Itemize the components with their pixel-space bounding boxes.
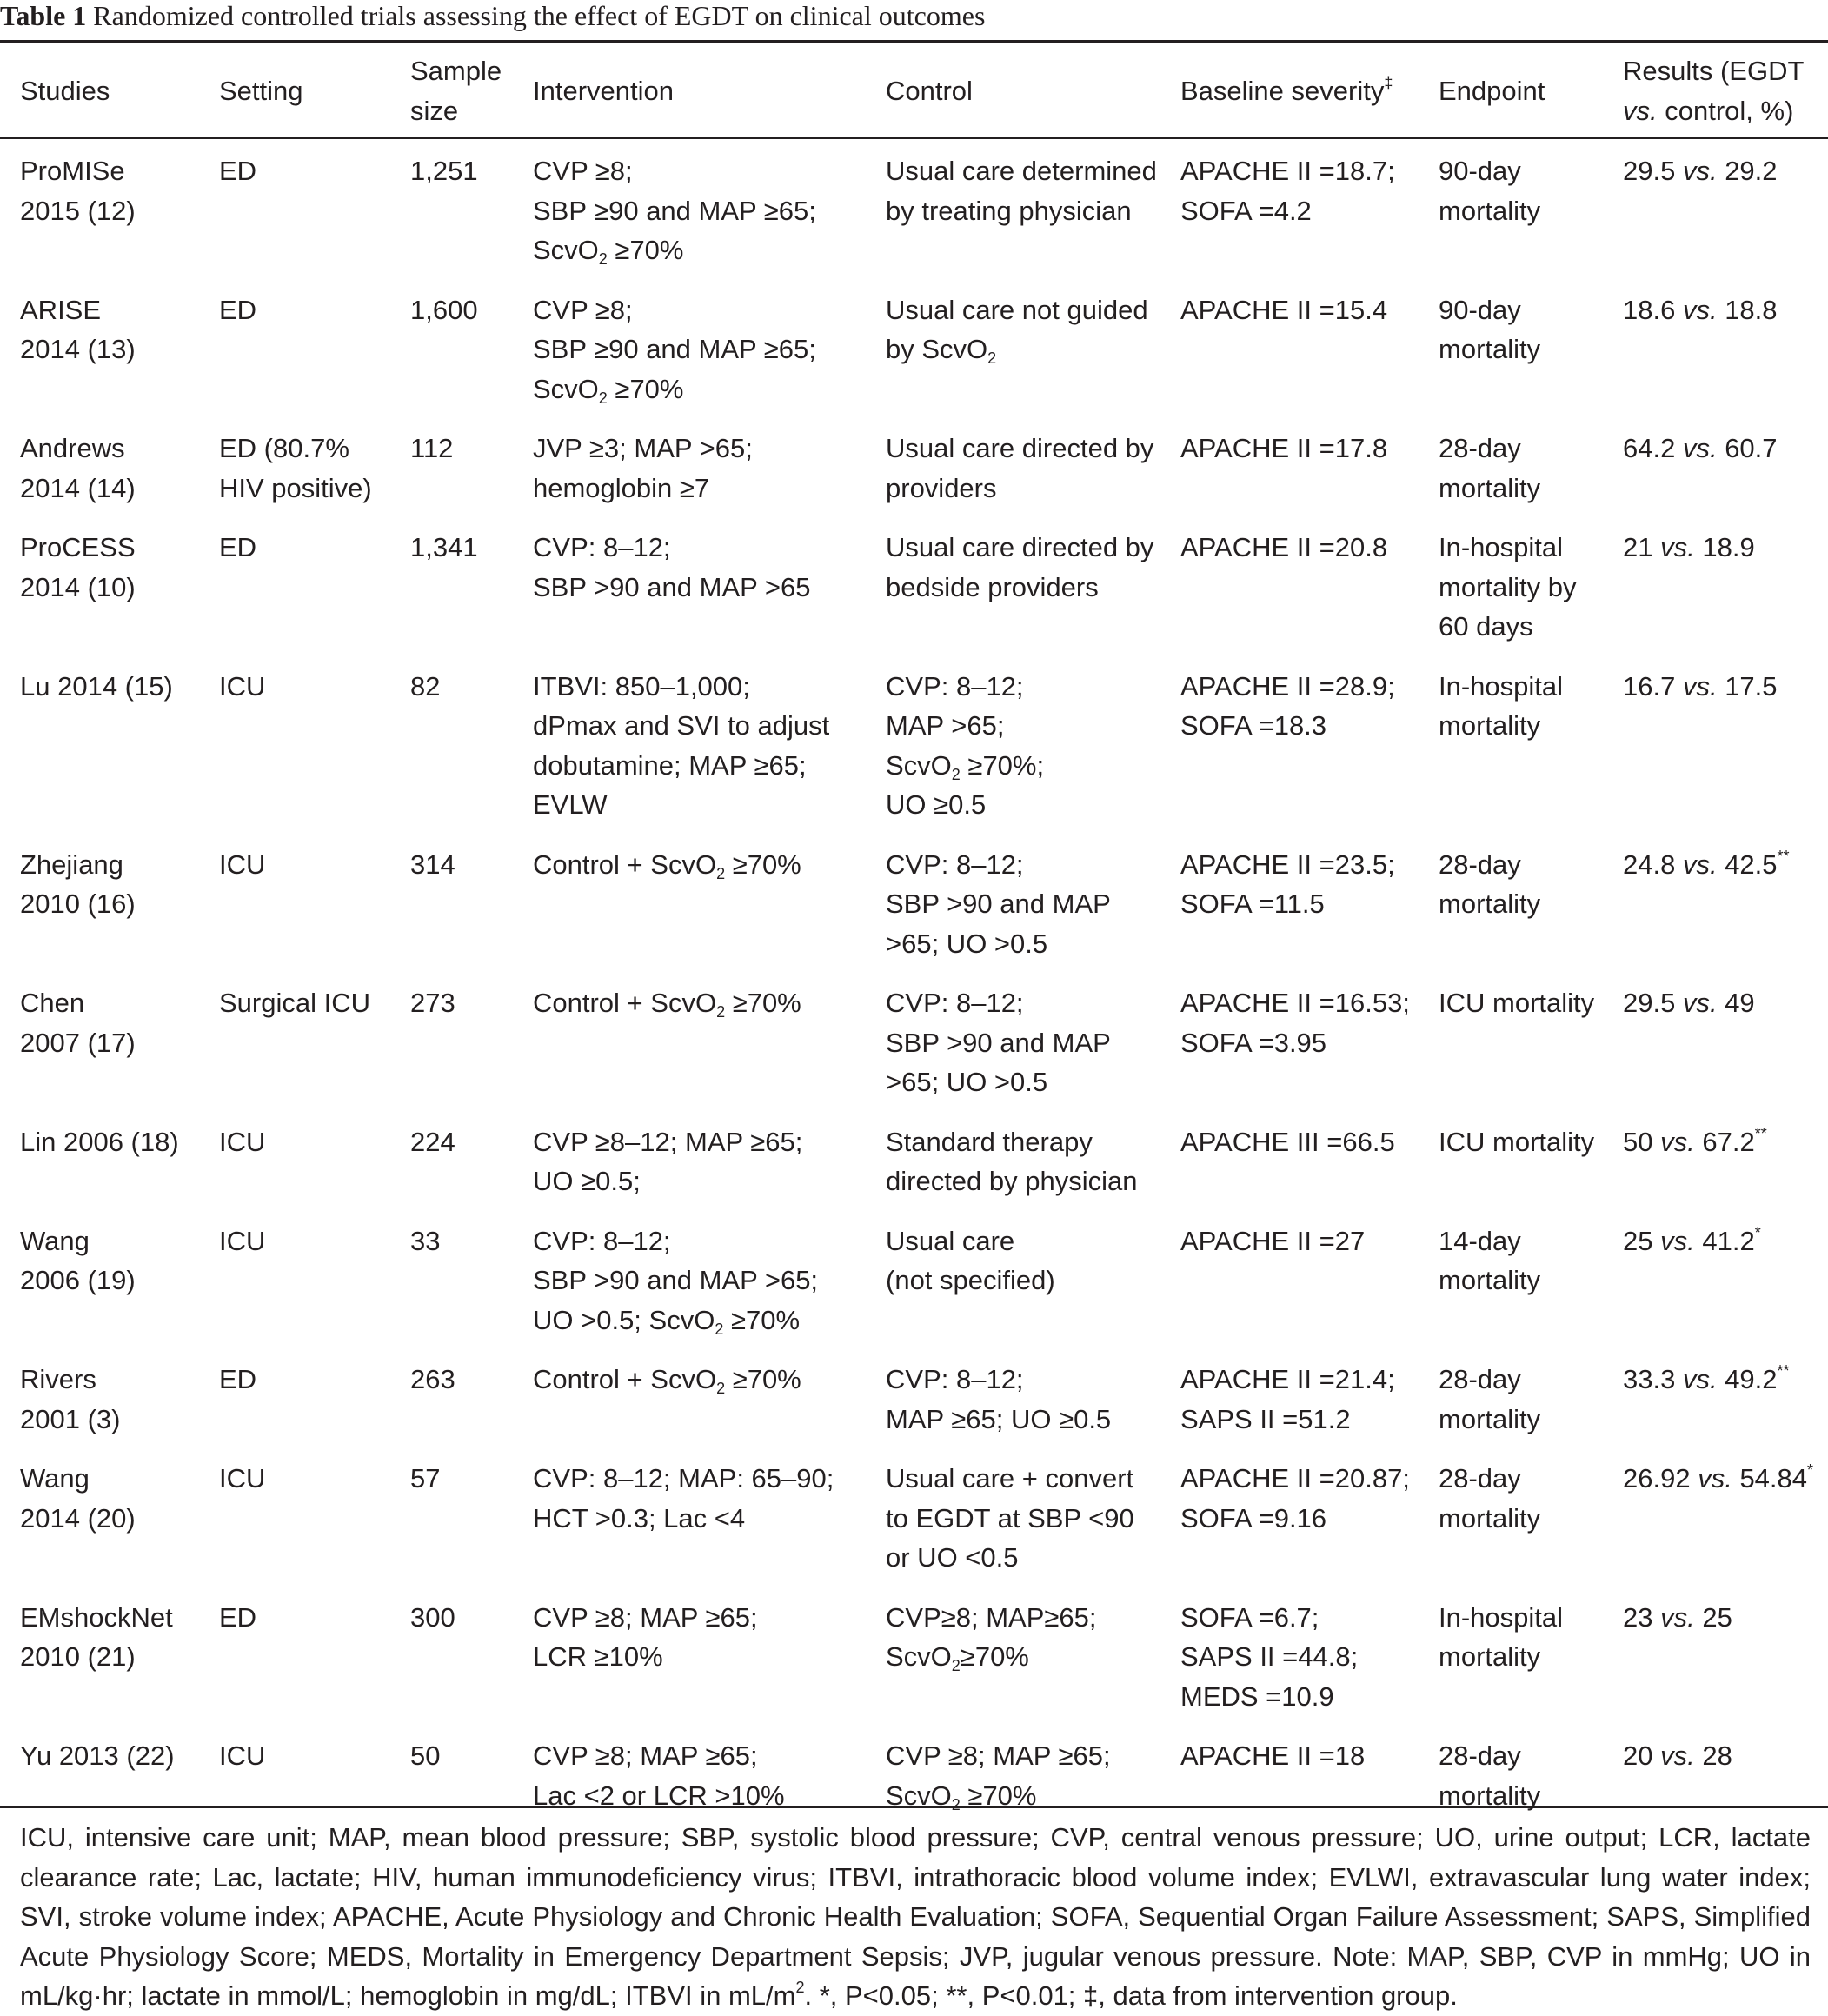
table-row: [0, 1108, 1828, 1208]
cell-setting: ED: [219, 294, 257, 325]
cell-control: Usual care determined by treating physician: [886, 156, 1157, 226]
cell-n: 82: [410, 670, 441, 702]
cell-n: 33: [410, 1225, 441, 1256]
cell-endpoint: 90-day mortality: [1439, 294, 1541, 364]
cell-endpoint: 28-day mortality: [1439, 848, 1541, 919]
col-header-endpoint: Endpoint: [1439, 75, 1545, 106]
cell-study: Yu 2013 (22): [20, 1740, 175, 1771]
cell-setting: ED: [219, 532, 257, 562]
table-header-row: [0, 43, 1828, 137]
cell-n: 314: [410, 848, 455, 880]
col-header-setting: Setting: [219, 75, 303, 106]
table-row: [0, 653, 1828, 831]
table-row: [0, 514, 1828, 653]
cell-n: 263: [410, 1364, 455, 1394]
cell-control: CVP: 8–12; SBP >90 and MAP >65; UO >0.5: [886, 848, 1111, 959]
cell-endpoint: In-hospital mortality by 60 days: [1439, 532, 1577, 642]
cell-study: Lin 2006 (18): [20, 1126, 179, 1157]
table-row: [0, 831, 1828, 970]
cell-study: ProCESS 2014 (10): [20, 532, 136, 602]
trials-table: [0, 43, 1828, 1821]
cell-n: 273: [410, 988, 455, 1018]
table-row: [0, 1722, 1828, 1821]
double-dagger-mark: ‡: [1384, 73, 1393, 91]
cell-intervention: Control + ScvO$_2$ ≥70%: [533, 1364, 801, 1397]
cell-intervention: CVP ≥8; MAP ≥65; LCR ≥10%: [533, 1601, 758, 1672]
cell-control: CVP: 8–12; MAP >65; ScvO$_2$ ≥70%; UO ≥0.5: [886, 670, 1045, 820]
cell-control: CVP ≥8; MAP ≥65; ScvO$_2$ ≥70%: [886, 1740, 1111, 1813]
col-header-sample-size: Sample size: [410, 56, 502, 126]
cell-endpoint: 28-day mortality: [1439, 433, 1541, 503]
cell-severity: APACHE II =17.8: [1180, 433, 1388, 463]
cell-intervention: CVP: 8–12; SBP >90 and MAP >65: [533, 532, 811, 602]
cell-intervention: CVP ≥8; MAP ≥65; Lac <2 or LCR >10%: [533, 1740, 785, 1811]
cell-result: 64.2 vs. 60.7: [1623, 433, 1778, 463]
cell-control: Usual care + convert to EGDT at SBP <90 or UO <0.5: [886, 1463, 1134, 1573]
cell-study: EMshockNet 2010 (21): [20, 1601, 173, 1672]
cell-control: Usual care directed by providers: [886, 433, 1154, 503]
cell-intervention: CVP ≥8; SBP ≥90 and MAP ≥65; ScvO$_2$ ≥70%: [533, 156, 816, 268]
cell-severity: APACHE II =20.87; SOFA =9.16: [1180, 1463, 1410, 1534]
significance-mark: **: [1777, 1362, 1790, 1380]
col-header-control: Control: [886, 75, 973, 106]
cell-control: CVP: 8–12; MAP ≥65; UO ≥0.5: [886, 1364, 1112, 1434]
cell-endpoint: 28-day mortality: [1439, 1740, 1541, 1811]
table-caption-label: Table 1: [0, 0, 87, 31]
cell-study: ARISE 2014 (13): [20, 294, 136, 364]
cell-setting: ICU: [219, 670, 266, 702]
cell-control: CVP: 8–12; SBP >90 and MAP >65; UO >0.5: [886, 988, 1111, 1097]
cell-endpoint: 90-day mortality: [1439, 156, 1541, 226]
cell-intervention: CVP ≥8; SBP ≥90 and MAP ≥65; ScvO$_2$ ≥70%: [533, 294, 816, 407]
cell-setting: ED: [219, 1364, 257, 1394]
table-row: [0, 969, 1828, 1108]
cell-severity: APACHE II =21.4; SAPS II =51.2: [1180, 1364, 1395, 1434]
cell-result: 29.5 vs. 49: [1623, 988, 1755, 1018]
cell-result: 26.92 vs. 54.84*: [1623, 1461, 1814, 1494]
cell-study: Lu 2014 (15): [20, 670, 173, 702]
cell-severity: SOFA =6.7; SAPS II =44.8; MEDS =10.9: [1180, 1601, 1359, 1712]
significance-mark: *: [1754, 1223, 1761, 1241]
cell-control: Usual care directed by bedside providers: [886, 532, 1154, 602]
cell-control: CVP≥8; MAP≥65; ScvO$_2$≥70%: [886, 1601, 1097, 1674]
table-row: [0, 137, 1828, 276]
cell-control: Usual care (not specified): [886, 1225, 1055, 1295]
cell-intervention: JVP ≥3; MAP >65; hemoglobin ≥7: [533, 433, 753, 503]
table-row: [0, 1445, 1828, 1584]
table-caption-text: Randomized controlled trials assessing the effect of EGDT on clinical outcomes: [93, 0, 986, 31]
cell-result: 21 vs. 18.9: [1623, 532, 1755, 562]
col-header-results: Results (EGDT vs. control, %): [1623, 56, 1805, 126]
cell-severity: APACHE II =28.9; SOFA =18.3: [1180, 670, 1395, 741]
cell-setting: ICU: [219, 1225, 266, 1256]
cell-setting: ED: [219, 156, 257, 186]
cell-severity: APACHE II =23.5; SOFA =11.5: [1180, 848, 1395, 919]
cell-intervention: Control + ScvO$_2$ ≥70%: [533, 848, 801, 882]
cell-control: Usual care not guided by ScvO$_2$: [886, 294, 1148, 367]
table-body: [0, 137, 1828, 1821]
cell-study: Wang 2006 (19): [20, 1225, 136, 1295]
table-caption: [0, 0, 985, 38]
cell-study: ProMISe 2015 (12): [20, 156, 136, 226]
cell-study: Zhejiang 2010 (16): [20, 848, 136, 919]
cell-severity: APACHE II =16.53; SOFA =3.95: [1180, 988, 1410, 1058]
cell-n: 300: [410, 1601, 455, 1633]
significance-mark: *: [1807, 1461, 1814, 1479]
cell-severity: APACHE II =15.4: [1180, 294, 1388, 325]
cell-endpoint: In-hospital mortality: [1439, 1601, 1564, 1672]
cell-setting: ED (80.7% HIV positive): [219, 433, 372, 503]
cell-setting: ICU: [219, 1126, 266, 1157]
cell-intervention: CVP: 8–12; MAP: 65–90; HCT >0.3; Lac <4: [533, 1463, 834, 1534]
table-row: [0, 415, 1828, 514]
cell-setting: ICU: [219, 1463, 266, 1494]
cell-severity: APACHE III =66.5: [1180, 1126, 1395, 1157]
cell-result: 18.6 vs. 18.8: [1623, 294, 1778, 325]
cell-study: Rivers 2001 (3): [20, 1364, 121, 1434]
cell-endpoint: ICU mortality: [1439, 1126, 1595, 1157]
cell-severity: APACHE II =20.8: [1180, 532, 1388, 562]
col-header-baseline-severity: Baseline severity‡: [1180, 73, 1393, 106]
cell-result: 23 vs. 25: [1623, 1601, 1732, 1633]
cell-study: Andrews 2014 (14): [20, 433, 136, 503]
cell-study: Chen 2007 (17): [20, 988, 136, 1058]
cell-result: 29.5 vs. 29.2: [1623, 156, 1778, 186]
cell-result: 16.7 vs. 17.5: [1623, 670, 1778, 702]
cell-result: 24.8 vs. 42.5**: [1623, 847, 1790, 880]
cell-result: 25 vs. 41.2*: [1623, 1223, 1761, 1256]
cell-severity: APACHE II =18.7; SOFA =4.2: [1180, 156, 1395, 226]
cell-result: 33.3 vs. 49.2**: [1623, 1362, 1790, 1394]
cell-intervention: CVP: 8–12; SBP >90 and MAP >65; UO >0.5; ScvO$_2$ ≥70%: [533, 1225, 819, 1338]
col-header-intervention: Intervention: [533, 75, 674, 106]
cell-control: Standard therapy directed by physician: [886, 1126, 1138, 1196]
col-header-studies: Studies: [20, 75, 110, 106]
cell-endpoint: ICU mortality: [1439, 988, 1595, 1018]
significance-mark: **: [1777, 847, 1790, 865]
cell-setting: ED: [219, 1601, 257, 1633]
cell-n: 57: [410, 1463, 441, 1494]
table-row: [0, 276, 1828, 416]
cell-n: 112: [410, 433, 454, 463]
table-row: [0, 1346, 1828, 1445]
cell-endpoint: 14-day mortality: [1439, 1225, 1541, 1295]
cell-study: Wang 2014 (20): [20, 1463, 136, 1534]
cell-setting: ICU: [219, 1740, 266, 1771]
cell-n: 1,251: [410, 156, 478, 186]
cell-intervention: ITBVI: 850–1,000; dPmax and SVI to adjust dobutamine; MAP ≥65; EVLW: [533, 670, 830, 820]
cell-n: 1,341: [410, 532, 478, 562]
cell-severity: APACHE II =27: [1180, 1225, 1366, 1256]
cell-n: 1,600: [410, 294, 478, 325]
cell-setting: Surgical ICU: [219, 988, 370, 1018]
cell-setting: ICU: [219, 848, 266, 880]
cell-n: 50: [410, 1740, 441, 1771]
table-row: [0, 1208, 1828, 1347]
cell-n: 224: [410, 1126, 455, 1157]
cell-endpoint: In-hospital mortality: [1439, 670, 1564, 741]
cell-intervention: Control + ScvO$_2$ ≥70%: [533, 988, 801, 1021]
cell-intervention: CVP ≥8–12; MAP ≥65; UO ≥0.5;: [533, 1126, 803, 1196]
cell-endpoint: 28-day mortality: [1439, 1364, 1541, 1434]
cell-result: 20 vs. 28: [1623, 1740, 1732, 1771]
cell-severity: APACHE II =18: [1180, 1740, 1366, 1771]
cell-endpoint: 28-day mortality: [1439, 1463, 1541, 1534]
table-row: [0, 1584, 1828, 1723]
significance-mark: **: [1754, 1124, 1767, 1142]
table-footnote: ICU, intensive care unit; MAP, mean blood pressure; SBP, systolic blood pressure; CVP, central venous pressure; UO, urine output; LCR, lactate clearance rate; Lac, lactate; HIV, human immunodeficiency virus; ITBVI, intrathoracic blood volume index; EVLWI, extravascular lung water index; SVI, stroke volume index; APACHE, Acute Physiology and Chronic Health Evaluation; SOFA, Sequential Organ Failure Assessment; SAPS, Simplified Acute Physiology Score; MEDS, Mortality in Emergency Department Sepsis; JVP, jugular venous pressure. Note: MAP, SBP, CVP in mmHg; UO in mL/kg·hr; lactate in mmol/L; hemoglobin in mg/dL; ITBVI in $mL/m^2$. *, P<0.05; **, P<0.01; ‡, data from intervention group.: [20, 1822, 1811, 2011]
cell-result: 50 vs. 67.2**: [1623, 1124, 1767, 1157]
